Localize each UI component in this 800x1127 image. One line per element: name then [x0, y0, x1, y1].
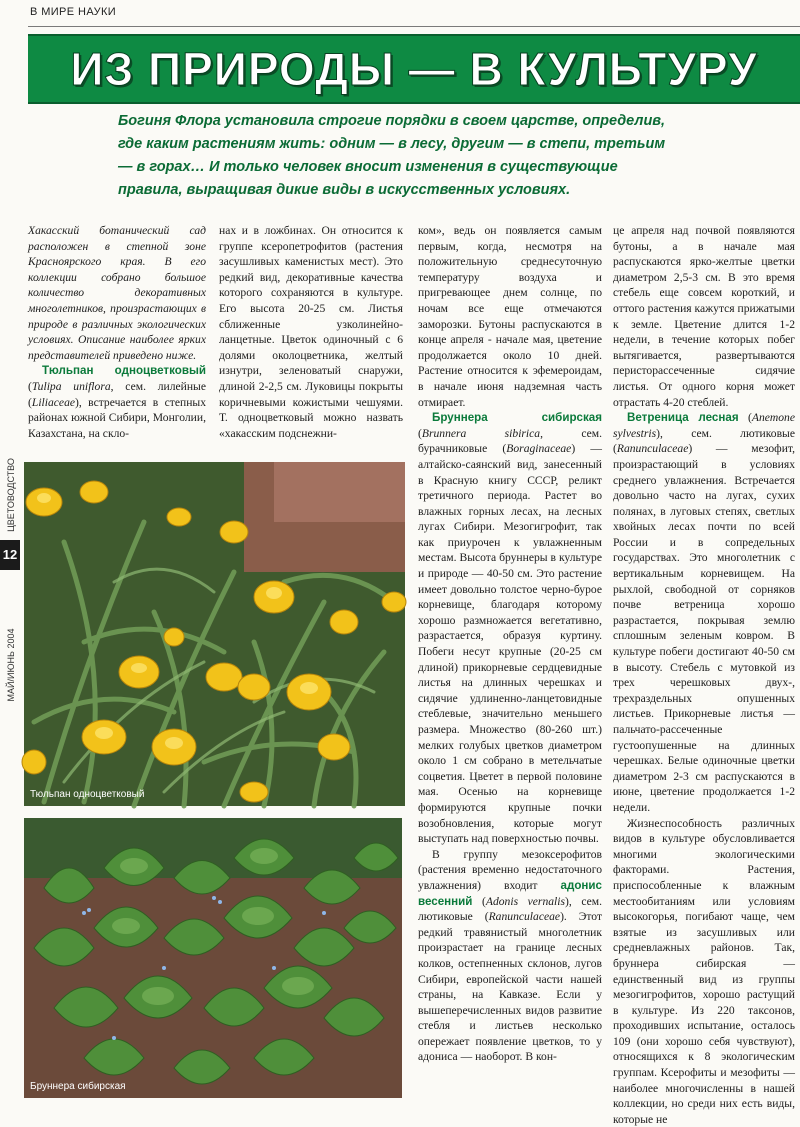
- tulip-photo: [24, 462, 405, 806]
- brunnera-image: [24, 818, 402, 1098]
- brunnera-paragraph: Бруннера сибирская (Brunnera sibirica, сем. бурачниковые (Boraginaceae) — алтайско-саянский вид, занесенный в Красную книгу СССР, реликт третичного периода. Растет во влажных горных лесах, на лесных лугах Сибири. Мезогигрофит, так как приурочен к увлажненным местам. Высота бруннеры в культуре и природе — 40-50 см. Это растение имеет довольно толстое черно-бурое корневище, благодаря которому хорошо размножается вегетативно, разрастается, образуя куртину. Побеги несут крупные (20-25 см длиной) прикорневые сердцевидные листья на длинных черешках и сидячие удлиненно-ланцетовидные стеблевые, значительно меньшего размера. Множество (80-260 шт.) мелких голубых цветков диаметром около 1 см собрано в метельчатые соцветия. Цветет в первой половине мая. Осенью на корневище формируются крупные почки возобновления, которые могут выступать над поверхностью почвы.: [418, 411, 603, 846]
- column-2: [219, 223, 403, 455]
- adonis-paragraph: [418, 847, 602, 1065]
- header-rule: [28, 26, 800, 27]
- anemone-family: Ranunculaceae: [616, 442, 689, 456]
- title-banner: [28, 34, 800, 104]
- anemone-text-3: ) — мезофит, произрастающий в условиях среднего увлажнения. Встречается довольно часто на лугах, сухих полянах, в луговых степях, светлых хвойных лесах почти по всей России и в сопредельных государствах. Это многолетник с вертикальным корневищем. На рыхлой, свободной от сорняков почве ветреница хорошо разрастается, покрывая землю сплошным зеленым ковром. В культуре побеги достигают 40-50 см в высоту. Стебель с мутовкой из трех черешковых двух-, трехраздельных опушенных листьев. Прикорневые листья — пальчато-рассеченные густоопушенные на длинных черешках. Белые одиночные цветки диаметром 2-3 см распускаются в июне, цветение продолжается 1-2 недели.: [613, 442, 795, 814]
- adonis-latin: Adonis vernalis: [485, 894, 565, 908]
- brunnera-caption: Бруннера сибирская: [30, 1081, 126, 1092]
- tulip-paragraph: Тюльпан одноцветковый (Tulipa uniflora, сем. лилейные (Liliaceae), встречается в степных районах южной Сибири, Монголии, Казахстана, на скло-: [28, 364, 206, 440]
- brunnera-text-2: ) — алтайско-саянский вид, занесенный в Красную книгу СССР, реликт третичного периода. Растет во влажных горных лесах, на лесных лугах Сибири. Мезогигрофит, так как приурочен к увлажненным местам. Высота бруннеры в культуре и природе — 40-50 см. Это растение имеет довольно толстое черно-бурое корневище, благодаря которому хорошо размножается вегетативно, разрастается, образуя куртину. Побеги несут крупные (20-25 см длиной) прикорневые сердцевидные листья на длинных черешках и сидячие удлиненно-ланцетовидные стеблевые, значительно меньшего размера. Множество (80-260 шт.) мелких голубых цветков диаметром около 1 см собрано в метельчатые соцветия. Цветет в первой половине мая. Осенью на корневище формируются крупные почки возобновления, которые могут выступать над поверхностью почвы.: [418, 442, 603, 846]
- tulip-latin: Tulipa uniflora: [31, 379, 111, 393]
- tulip-family: Liliaceae: [31, 395, 76, 409]
- brunnera-text: , сем. бурачниковые (: [418, 426, 603, 456]
- anemone-paragraph: [613, 410, 795, 815]
- brunnera-photo: [24, 818, 402, 1098]
- tulip-caption: Тюльпан одноцветковый: [30, 789, 145, 800]
- viability-paragraph: Жизнеспособность различных видов в культуре обусловливается многими экологическими факторами. Растения, приспособленные к влажным местообитаниям или условиям высокогорья, погибают чаще, чем взятые из засушливых или средневлажных районов. Так, бруннера сибирская — единственный вид из группы мезогигрофитов, хорошо растущий в культуре. Из 220 таксонов, проходивших испытание, осталось 109 (они хорошо себя чувствуют), относящихся к 8 экологическим группам. Ксерофиты и мезофиты — наиболее многочисленны в нашей коллекции, но среди них есть виды, которые не: [613, 816, 795, 1126]
- anemone-latin: Anemone sylvestris: [613, 411, 795, 440]
- adonis-text: (: [472, 894, 486, 908]
- issue-date: МАЙ/ИЮНЬ 2004: [6, 628, 16, 702]
- brunnera-heading: Бруннера сибирская: [432, 411, 602, 425]
- tulip-heading: Тюльпан одноцветковый: [42, 364, 206, 378]
- anemone-text: (: [738, 411, 752, 425]
- anemone-heading: Ветреница лесная: [627, 411, 739, 425]
- adonis-family: Ranunculaceae: [488, 910, 561, 924]
- lead-paragraph: Богиня Флора установила строгие порядки в своем царстве, определив, где каким растениям жить: одним — в лесу, другим — в степи, третьим — в горах… И только человек вносит изменения в существующие правила, выращивая дикие виды в искусственных условиях.: [118, 113, 666, 198]
- brunnera-family: Boraginaceae: [506, 442, 572, 456]
- tulip-text: , сем. лилейные (: [28, 379, 206, 409]
- column-4: [613, 223, 795, 1126]
- adonis-intro: В группу мезоксерофитов (растения временно недостаточного увлажнения) входит: [418, 847, 602, 892]
- page-number: 12: [0, 540, 20, 570]
- adonis-continuation: це апреля над почвой появляются бутоны, а в начале мая распускаются ярко-желтые цветки диаметром 2,5-3 см. В это время стебель еще совсем короткий, и оттого растения кажутся прижатыми к земле. Цветение длится 1-2 недели, в течение которых побег вытягивается, развертываются перисторассеченные сидячие листья. От одного корня может отрастать 4-20 стеблей.: [613, 224, 795, 409]
- tulip-continuation: ком», ведь он появляется самым первым, когда, несмотря на положительную среднесуточную температуру воздуха и пригревающее днем солнце, по ночам все еще отмечаются заморозки. Бутоны распускаются в конце апреля - начале мая, цветение продолжается около 10 дней. Растение относится к эфемероидам, в начале июня надземная часть отмирает.: [418, 224, 602, 409]
- anemone-text-2: ), сем. лютиковые (: [613, 426, 795, 456]
- adonis-heading: адонис весенний: [418, 878, 602, 908]
- brunnera-latin: Brunnera sibirica: [421, 426, 541, 440]
- intro-paragraph: Хакасский ботанический сад расположен в степной зоне Красноярского края. В его коллекции собрано большое количество декоративных многолетников, произрастающих в природе в различных экологических условиях. Описание наиболее ярких представителей приведено ниже.: [28, 224, 206, 362]
- tulip-text-2: ), встречается в степных районах южной Сибири, Монголии, Казахстана, на скло-: [28, 395, 206, 440]
- magazine-name: ЦВЕТОВОДСТВО: [6, 458, 16, 532]
- section-header: В МИРЕ НАУКИ: [30, 6, 117, 18]
- tulip-description: нах и в ложбинах. Он относится к группе ксеропетрофитов (растения засушливых каменистых мест). Это редкий вид, декоративные качества которого сохраняются в культуре. Его высота 20-25 см. Листья сближенные узколинейно-ланцетные. Цветок одиночный с 6 долями околоцветника, желтый изнутри, зеленоватый снаружи, длиной 2-2,5 см. Луковицы покрыты коричневыми кожистыми чешуями. Т. одноцветковый можно назвать «хакасским подснежни-: [219, 224, 403, 440]
- adonis-text-3: ). Этот редкий травянистый многолетник произрастает на границе лесных колков, остепненных склонов, лугов Сибири, европейской части нашей страны, на Кавказе. Если у вышеперечисленных видов развитие стебля и листьев несколько опережает появление цветков, то у адониса — наоборот. В кон-: [418, 910, 603, 1064]
- column-3: [418, 223, 602, 1113]
- tulip-image: [24, 462, 405, 806]
- adonis-text-2: ), сем. лютиковые (: [418, 894, 602, 924]
- column-1: [28, 223, 206, 455]
- article-title: ИЗ ПРИРОДЫ — В КУЛЬТУРУ: [70, 43, 758, 95]
